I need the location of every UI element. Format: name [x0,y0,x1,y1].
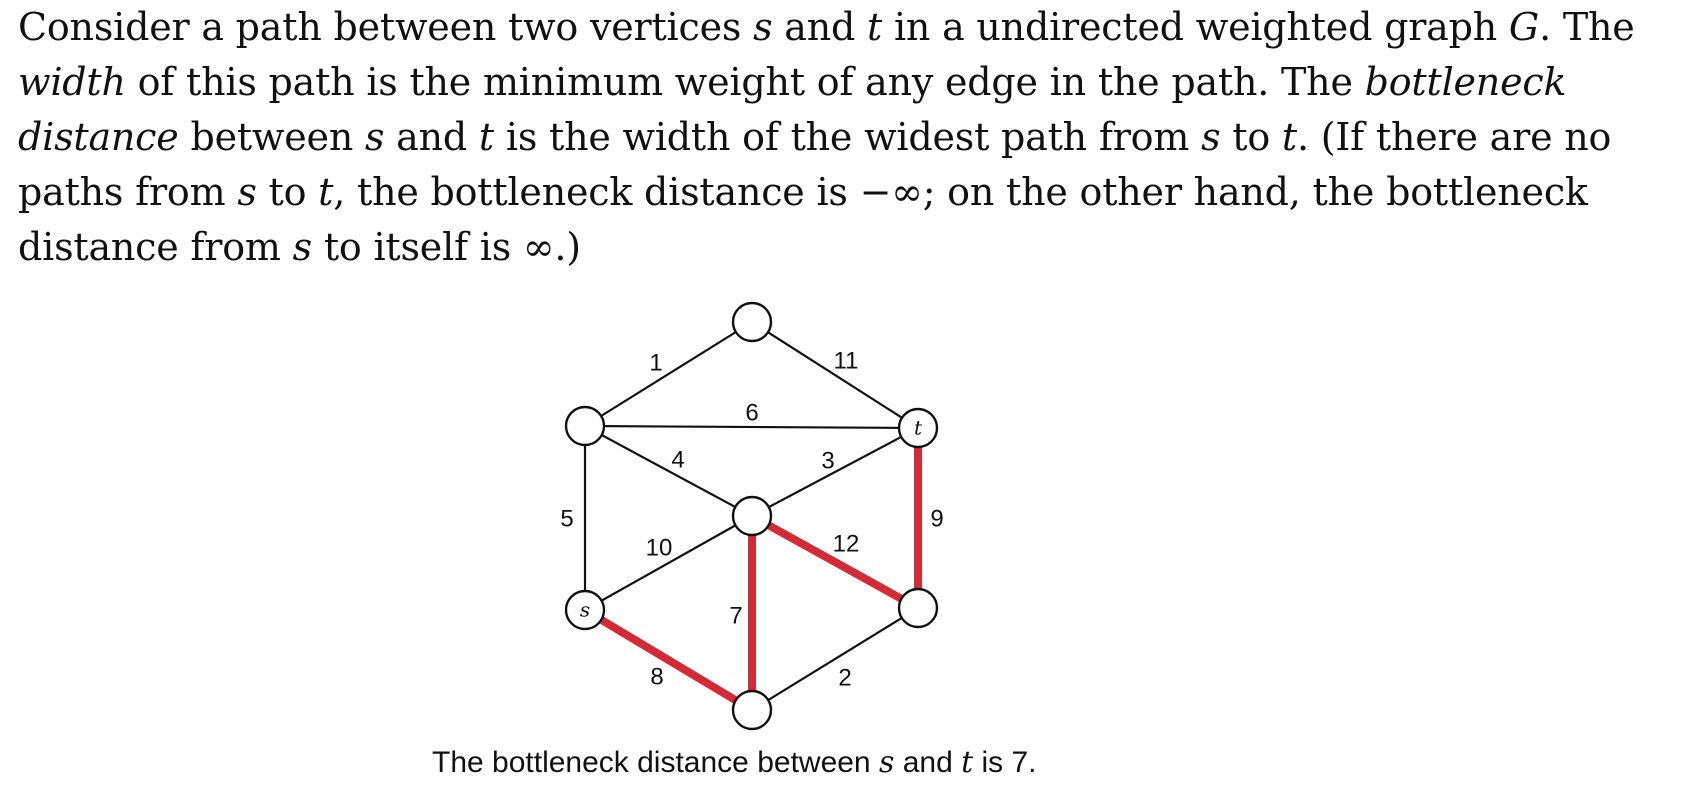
math-s: s [753,5,773,49]
math-s: s [237,170,257,214]
vertex-label-t: t [913,415,923,440]
text: is the width of the widest path from [494,115,1202,159]
vertex-c [733,497,771,535]
math-g: G [1508,5,1540,49]
edge-weight-label: 8 [650,663,664,691]
text: . (If there are no paths from [18,115,1612,214]
caption-text: The bottleneck distance between [432,746,879,779]
edge-weight-label: 4 [671,446,685,474]
vertex-label-s: s [579,597,591,622]
vertex-b [733,691,771,729]
text: . The [1539,5,1635,49]
caption-text: is 7. [973,746,1037,779]
edge-weight-label: 5 [560,505,574,533]
edge-c-t [752,428,918,516]
text: and [772,5,868,49]
edge-ul-c [585,426,752,516]
caption-math-t: t [961,745,974,780]
edge-s-c [585,516,752,610]
figure-caption [432,744,1037,782]
math-s: s [364,115,385,159]
text: in a undirected weighted graph [882,5,1509,49]
edge-b-r [752,608,918,710]
edge-top-t [752,322,918,428]
text: to [1220,115,1282,159]
math-s: s [1201,115,1221,159]
edge-ul-top [585,322,752,426]
edge-weight-label: 1 [649,349,663,377]
text: and [384,115,479,159]
vertex-r [899,589,937,627]
edge-weight-label: 12 [832,530,860,558]
text: to itself is ∞.) [311,225,581,269]
edge-weight-label: 2 [838,664,852,692]
vertex-top [733,303,771,341]
math-s: s [292,225,312,269]
math-t: t [318,170,334,214]
edge-weight-label: 9 [930,505,944,533]
edge-weight-label: 11 [833,347,859,375]
text: between [178,115,365,159]
text: of this path is the minimum weight of any edge in the path. The [125,60,1365,104]
term-width: width [18,60,126,104]
math-t: t [478,115,494,159]
edge-weight-label: 6 [745,399,759,427]
edge-s-b-highlighted [585,610,752,710]
edge-weight-label: 3 [821,447,835,475]
caption-math-s: s [878,745,895,780]
edge-weight-label: 10 [645,534,673,562]
math-t: t [1281,115,1297,159]
edge-weight-label: 7 [729,602,743,630]
caption-text: and [894,746,962,779]
text: , the bottleneck distance is −∞; on the other hand, the bottleneck distance from [18,170,1588,269]
term-bottleneck-distance: bottleneck distance [18,60,1567,159]
text: to [256,170,319,214]
vertex-ul [566,407,604,445]
math-t: t [867,5,883,49]
text: Consider a path between two vertices [18,5,754,49]
